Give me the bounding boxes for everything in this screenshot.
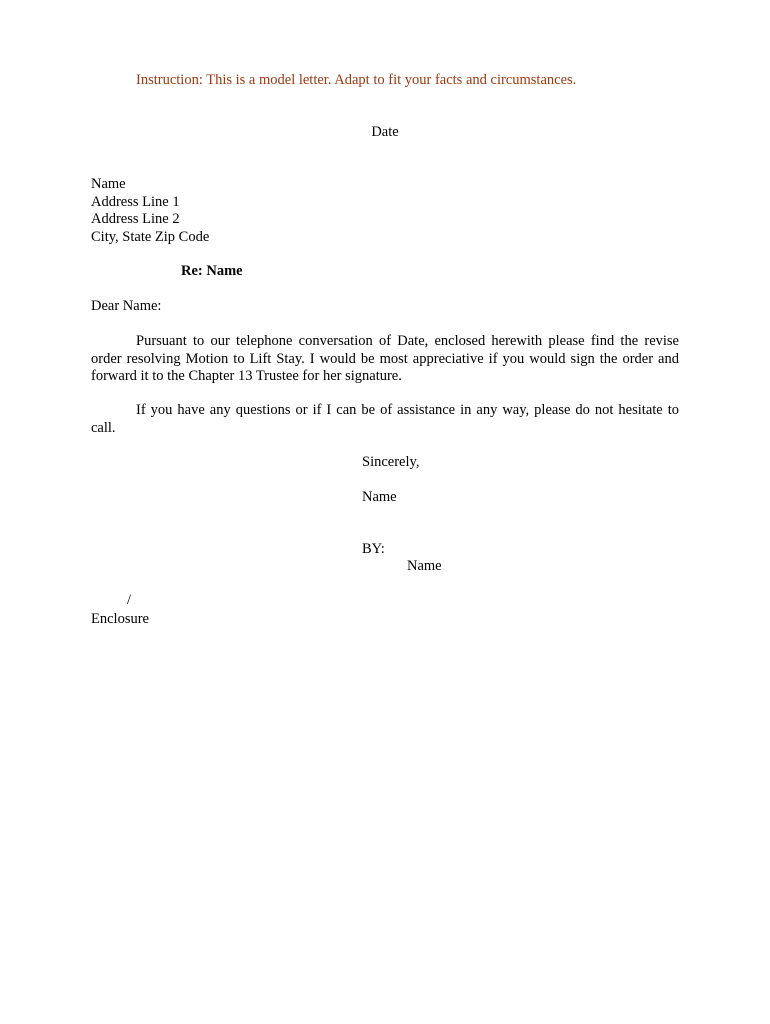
recipient-address-block [91,176,209,246]
re-line: Re: Name [181,263,243,279]
recipient-address-line-1: Address Line 1 [91,193,180,210]
recipient-city-state-zip: City, State Zip Code [91,228,210,245]
enclosure-notation: Enclosure [91,611,149,627]
salutation: Dear Name: [91,298,162,314]
recipient-name: Name [91,176,126,192]
instruction-note: Instruction: This is a model letter. Adapt to fit your facts and circumstances. [136,72,577,88]
typist-initials: / [127,592,132,608]
by-signer-name: Name [407,558,442,574]
body-paragraph-1: Pursuant to our telephone conversation of Date, enclosed herewith please find the revise order resolving Motion to Lift Stay. I would be most appreciative if you would sign the order and forward it to the Chapter 13 Trustee for her signature. [91,333,679,384]
closing: Sincerely, [362,454,420,470]
body-paragraph-2: If you have any questions or if I can be of assistance in any way, please do not hesitate to call. [91,402,679,436]
recipient-address-line-2: Address Line 2 [91,211,180,227]
signer-name: Name [362,489,397,505]
by-label: BY: [362,541,385,557]
letter-date: Date [371,124,399,140]
